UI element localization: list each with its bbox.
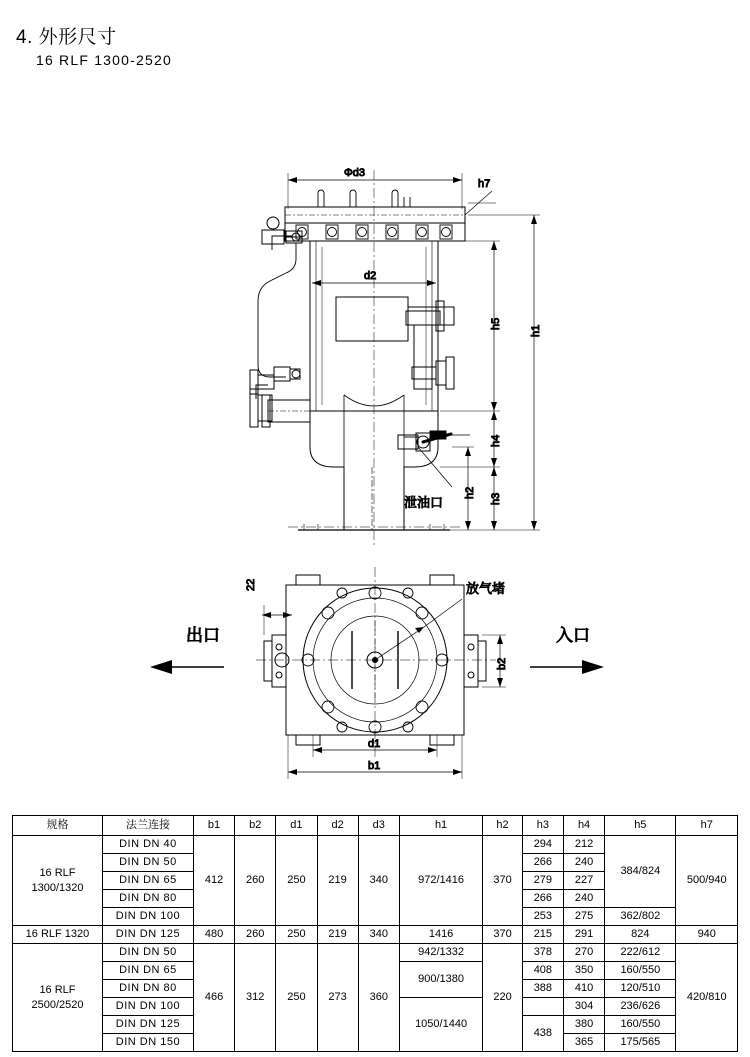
cell-flange: DIN DN 100 (102, 908, 193, 926)
cell-d3: 340 (358, 926, 399, 944)
cell-h3: 266 (522, 854, 563, 872)
cell-flange: DIN DN 150 (102, 1034, 193, 1052)
cell-h7: 420/810 (676, 944, 738, 1052)
cell-flange: DIN DN 50 (102, 854, 193, 872)
cell-h4: 240 (563, 890, 604, 908)
technical-drawing (0, 75, 750, 795)
cell-d2: 219 (317, 926, 358, 944)
cell-h5: 384/824 (605, 836, 676, 908)
label-vent-plug: 放气堵 (466, 582, 506, 597)
label-22: 22 (245, 578, 257, 591)
cell-d2: 219 (317, 836, 358, 926)
cell-flange: DIN DN 100 (102, 998, 193, 1016)
cell-h1: 1050/1440 (399, 998, 482, 1052)
label-h4: h4 (490, 434, 502, 447)
cell-h5: 175/565 (605, 1034, 676, 1052)
cell-h3: 378 (522, 944, 563, 962)
cell-h5: 160/550 (605, 1016, 676, 1034)
spec-line-3: 16 RLF 2500/2520 (31, 983, 84, 1011)
table-row (13, 836, 738, 854)
cell-h4: 304 (563, 998, 604, 1016)
cell-d3: 340 (358, 836, 399, 926)
cell-d1: 250 (276, 926, 317, 944)
cell-b1: 480 (193, 926, 234, 944)
cell-h2: 220 (483, 944, 523, 1052)
table-row (13, 926, 738, 944)
cell-h1: 972/1416 (399, 836, 482, 926)
cell-d1: 250 (276, 944, 317, 1052)
page-subtitle: 16 RLF 1300-2520 (36, 52, 172, 68)
cell-h3: 438 (522, 1016, 563, 1052)
cell-b1: 412 (193, 836, 234, 926)
th-h3: h3 (522, 816, 563, 836)
th-d3: d3 (358, 816, 399, 836)
label-drain-port: 泄油口 (404, 496, 444, 511)
label-h2: h2 (464, 486, 476, 499)
cell-h5: 160/550 (605, 962, 676, 980)
cell-flange: DIN DN 65 (102, 962, 193, 980)
cell-h5: 362/802 (605, 908, 676, 926)
th-h5: h5 (605, 816, 676, 836)
cell-h3: 279 (522, 872, 563, 890)
page-title: 4. 外形尺寸 (16, 27, 117, 48)
label-d2: d2 (364, 270, 377, 282)
cell-flange: DIN DN 125 (102, 926, 193, 944)
label-h3: h3 (490, 492, 502, 505)
cell-b2: 260 (235, 836, 276, 926)
cell-h3: 253 (522, 908, 563, 926)
cell-h1: 1416 (399, 926, 482, 944)
cell-d3: 360 (358, 944, 399, 1052)
cell-flange: DIN DN 65 (102, 872, 193, 890)
label-h7: h7 (478, 178, 491, 190)
cell-flange: DIN DN 50 (102, 944, 193, 962)
label-h1: h1 (530, 324, 542, 337)
th-h4: h4 (563, 816, 604, 836)
cell-spec-g1 (13, 836, 103, 926)
cell-h3: 408 (522, 962, 563, 980)
cell-h4: 212 (563, 836, 604, 854)
table-header-row (13, 816, 738, 836)
cell-flange: DIN DN 80 (102, 980, 193, 998)
drawing-svg (0, 75, 750, 795)
cell-b2: 312 (235, 944, 276, 1052)
th-b2: b2 (235, 816, 276, 836)
label-inlet: 入口 (556, 626, 590, 646)
label-h5: h5 (490, 317, 502, 330)
spec-line-1: 16 RLF 1300/1320 (31, 866, 84, 894)
cell-d1: 250 (276, 836, 317, 926)
cell-flange: DIN DN 125 (102, 1016, 193, 1034)
cell-h4: 365 (563, 1034, 604, 1052)
label-outlet: 出口 (186, 626, 220, 646)
cell-h5: 222/612 (605, 944, 676, 962)
spec-table (12, 815, 738, 1052)
cell-h3: 388 (522, 980, 563, 998)
th-b1: b1 (193, 816, 234, 836)
cell-h4: 270 (563, 944, 604, 962)
cell-h3: 294 (522, 836, 563, 854)
cell-h7: 940 (676, 926, 738, 944)
cell-h2: 370 (483, 836, 523, 926)
cell-h3: 266 (522, 890, 563, 908)
cell-h5: 824 (605, 926, 676, 944)
cell-b2: 260 (235, 926, 276, 944)
cell-h3: 215 (522, 926, 563, 944)
cell-h3 (522, 998, 563, 1016)
th-h1: h1 (399, 816, 482, 836)
cell-h4: 291 (563, 926, 604, 944)
cell-spec-g3 (13, 944, 103, 1052)
label-phi-d3: Φd3 (344, 167, 366, 179)
table-row (13, 944, 738, 962)
cell-h4: 410 (563, 980, 604, 998)
cell-h4: 275 (563, 908, 604, 926)
label-d1: d1 (368, 738, 381, 750)
th-d1: d1 (276, 816, 317, 836)
cell-h7: 500/940 (676, 836, 738, 926)
label-b2: b2 (496, 657, 508, 670)
cell-h4: 350 (563, 962, 604, 980)
label-b1: b1 (368, 760, 381, 772)
cell-h5: 236/626 (605, 998, 676, 1016)
cell-b1: 466 (193, 944, 234, 1052)
cell-h4: 380 (563, 1016, 604, 1034)
th-d2: d2 (317, 816, 358, 836)
th-h7: h7 (676, 816, 738, 836)
cell-h1: 942/1332 (399, 944, 482, 962)
cell-flange: DIN DN 40 (102, 836, 193, 854)
cell-d2: 273 (317, 944, 358, 1052)
cell-h4: 240 (563, 854, 604, 872)
cell-h2: 370 (483, 926, 523, 944)
cell-h1: 900/1380 (399, 962, 482, 998)
cell-h5: 120/510 (605, 980, 676, 998)
th-spec: 规格 (13, 816, 103, 836)
cell-flange: DIN DN 80 (102, 890, 193, 908)
cell-spec-g2: 16 RLF 1320 (13, 926, 103, 944)
cell-h4: 227 (563, 872, 604, 890)
th-h2: h2 (483, 816, 523, 836)
th-flange: 法兰连接 (102, 816, 193, 836)
